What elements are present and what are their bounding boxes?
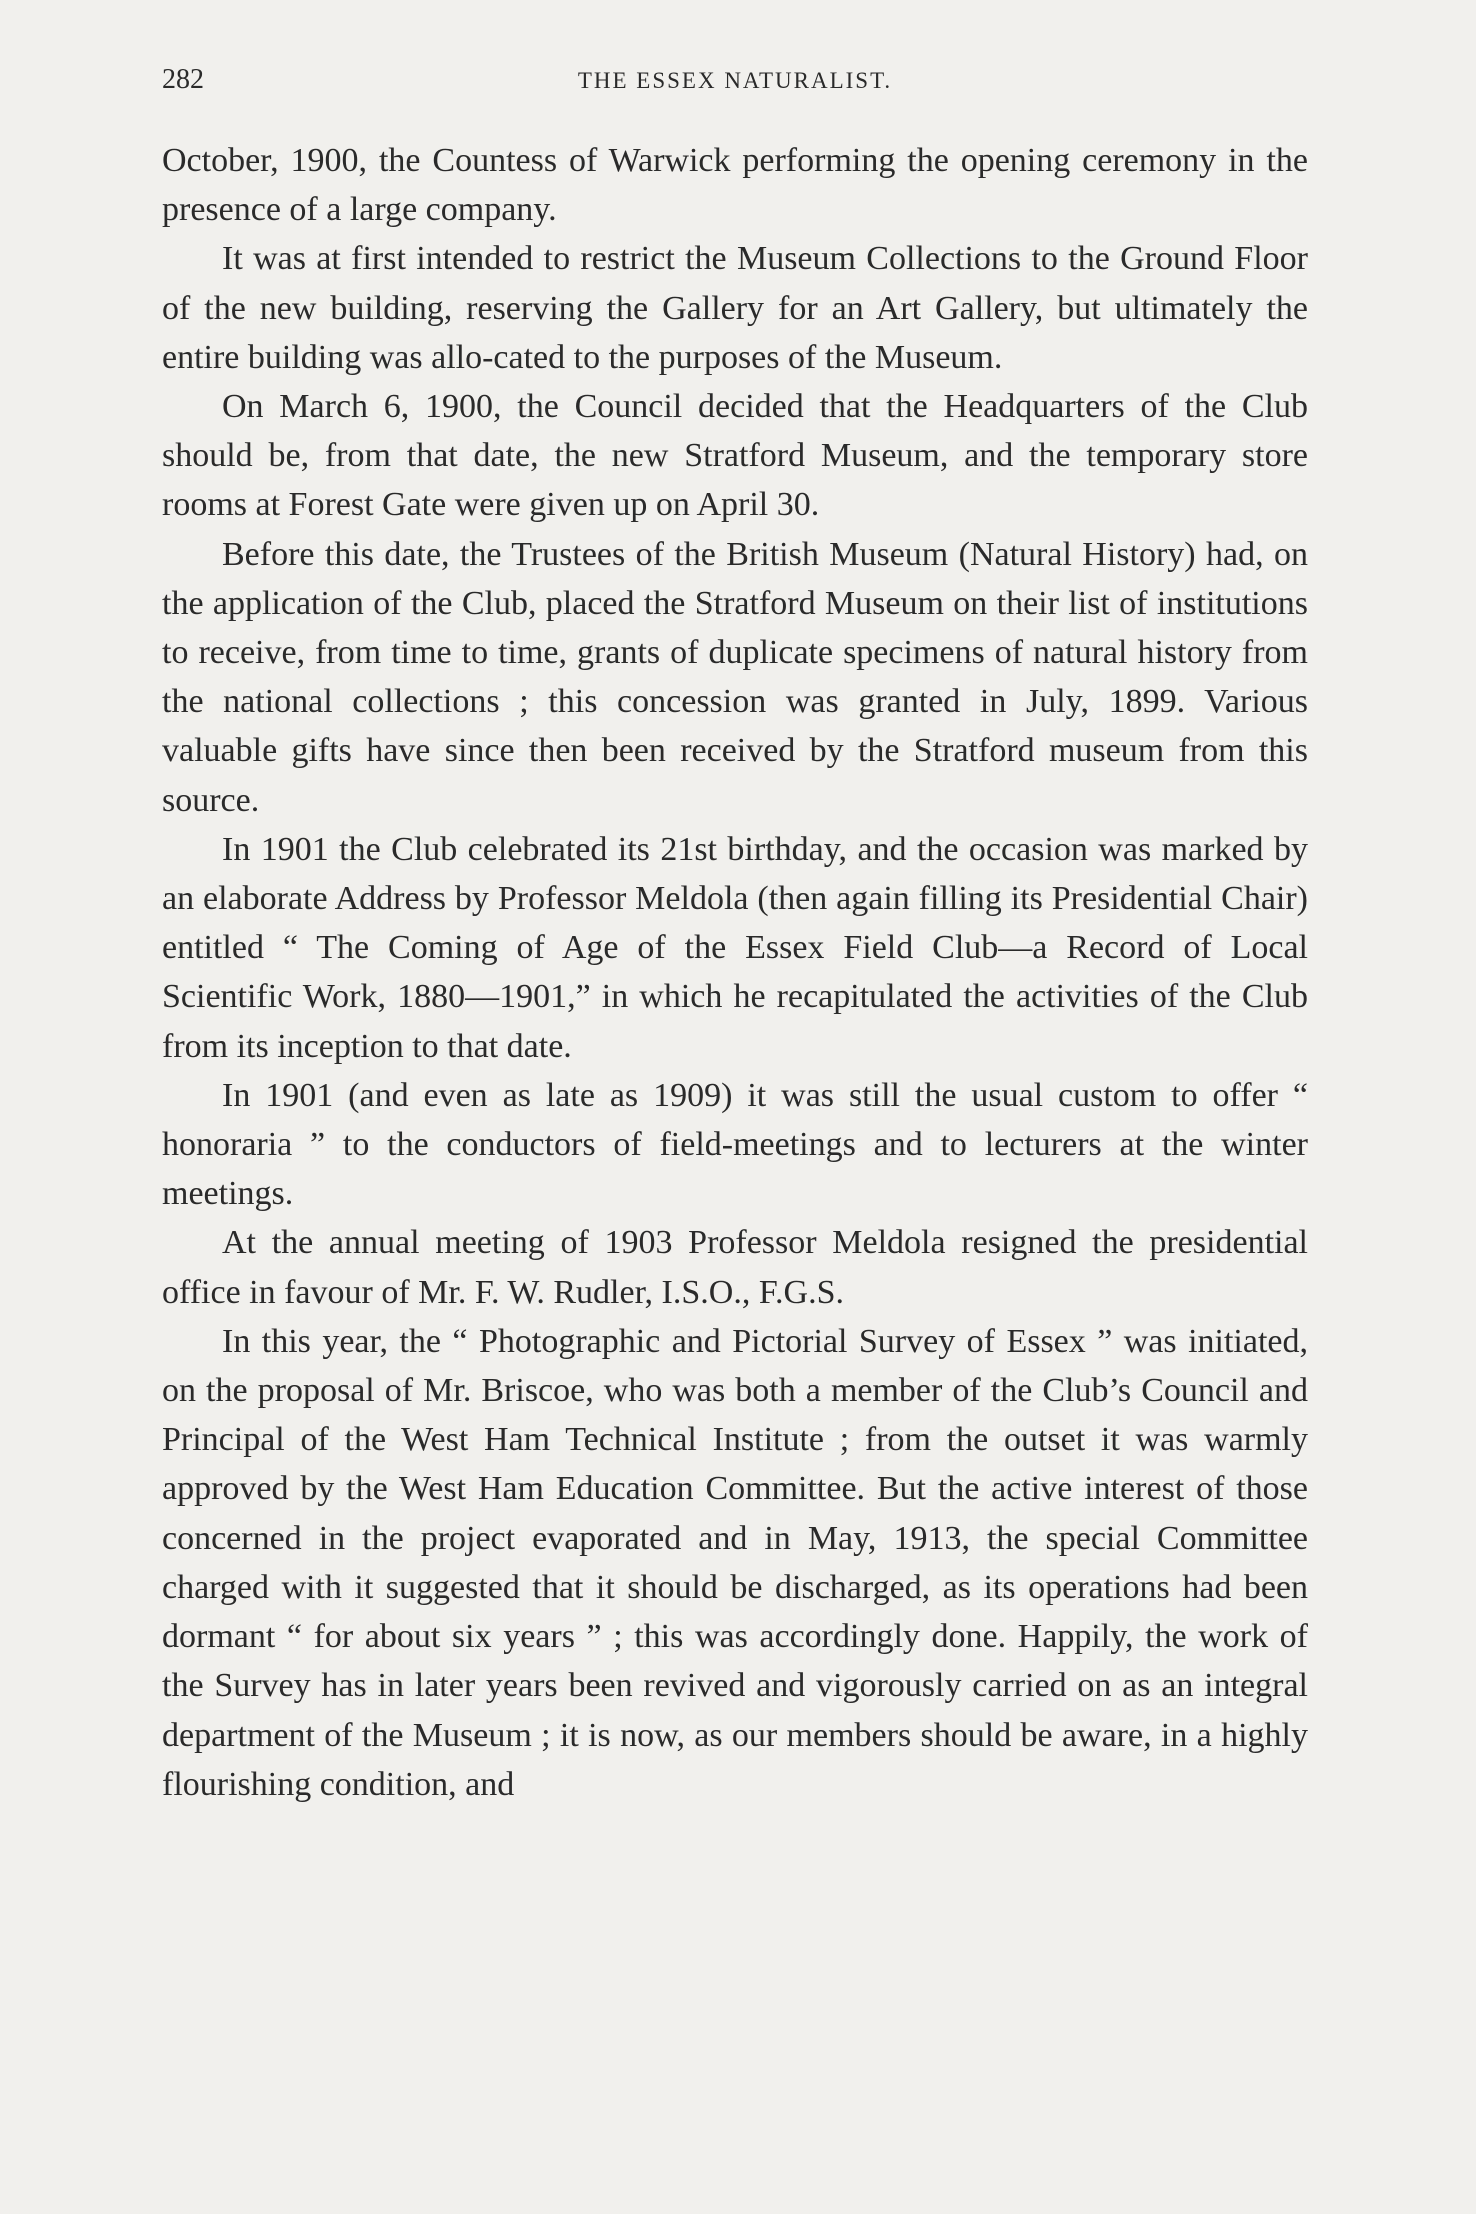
page-number: 282 [162,64,204,95]
paragraph-photographic-survey: In this year, the “ Photographic and Pictorial Survey of Essex ” was initiated, on the proposal of Mr. Briscoe, who was both a member of the Club’s Council and Principal of the West Ham Technical Institute ; from the outset it was warmly approved by the West Ham Education Committee. But the active interest of those concerned in the project evaporated and in May, 1913, the special Committee charged with it suggested that it should be discharged, as its operations had been dormant “ for about six years ” ; this was accordingly done. Happily, the work of the Survey has in later years been revived and vigorously carried on as an integral department of the Museum ; it is now, as our members should be aware, in a highly flourishing condition, and [162,1322,1308,1803]
running-head [162,64,1308,104]
paragraph-honoraria: In 1901 (and even as late as 1909) it was still the usual custom to offer “ honoraria ” to the conductors of field-meetings and to lecturers at the winter meetings. [162,1076,1308,1213]
paragraph-museum-collections: It was at first intended to restrict the Museum Collections to the Ground Floor of the new building, reserving the Gallery for an Art Gallery, but ultimately the entire building was allo-cated to the purposes of the Museum. [162,240,1308,376]
paragraph-annual-meeting-1903: At the annual meeting of 1903 Professor Meldola resigned the presidential office in favour of Mr. F. W. Rudler, I.S.O., F.G.S. [162,1224,1308,1311]
paragraph-british-museum: Before this date, the Trustees of the British Museum (Natural History) had, on the application of the Club, placed the Stratford Museum on their list of institutions to receive, from time to time, grants of duplicate specimens of natural history from the national collections ; this concession was granted in July, 1899. Various valuable gifts have since then been received by the Stratford museum from this source. [162,535,1308,819]
body-text [162,136,1308,1809]
paragraph-21st-birthday: In 1901 the Club celebrated its 21st birthday, and the occasion was marked by an elaborate Address by Professor Meldola (then again filling its Presidential Chair) entitled “ The Coming of Age of the Essex Field Club—a Record of Local Scientific Work, 1880—1901,” in which he recapitulated the activities of the Club from its inception to that date. [162,830,1308,1065]
paragraph-headquarters: On March 6, 1900, the Council decided that the Headquarters of the Club should be, from that date, the new Stratford Museum, and the temporary store rooms at Forest Gate were given up on April 30. [162,388,1308,524]
paragraph-continued: October, 1900, the Countess of Warwick performing the opening ceremony in the presence of a large company. [162,142,1308,229]
journal-title: THE ESSEX NATURALIST. [577,68,893,93]
